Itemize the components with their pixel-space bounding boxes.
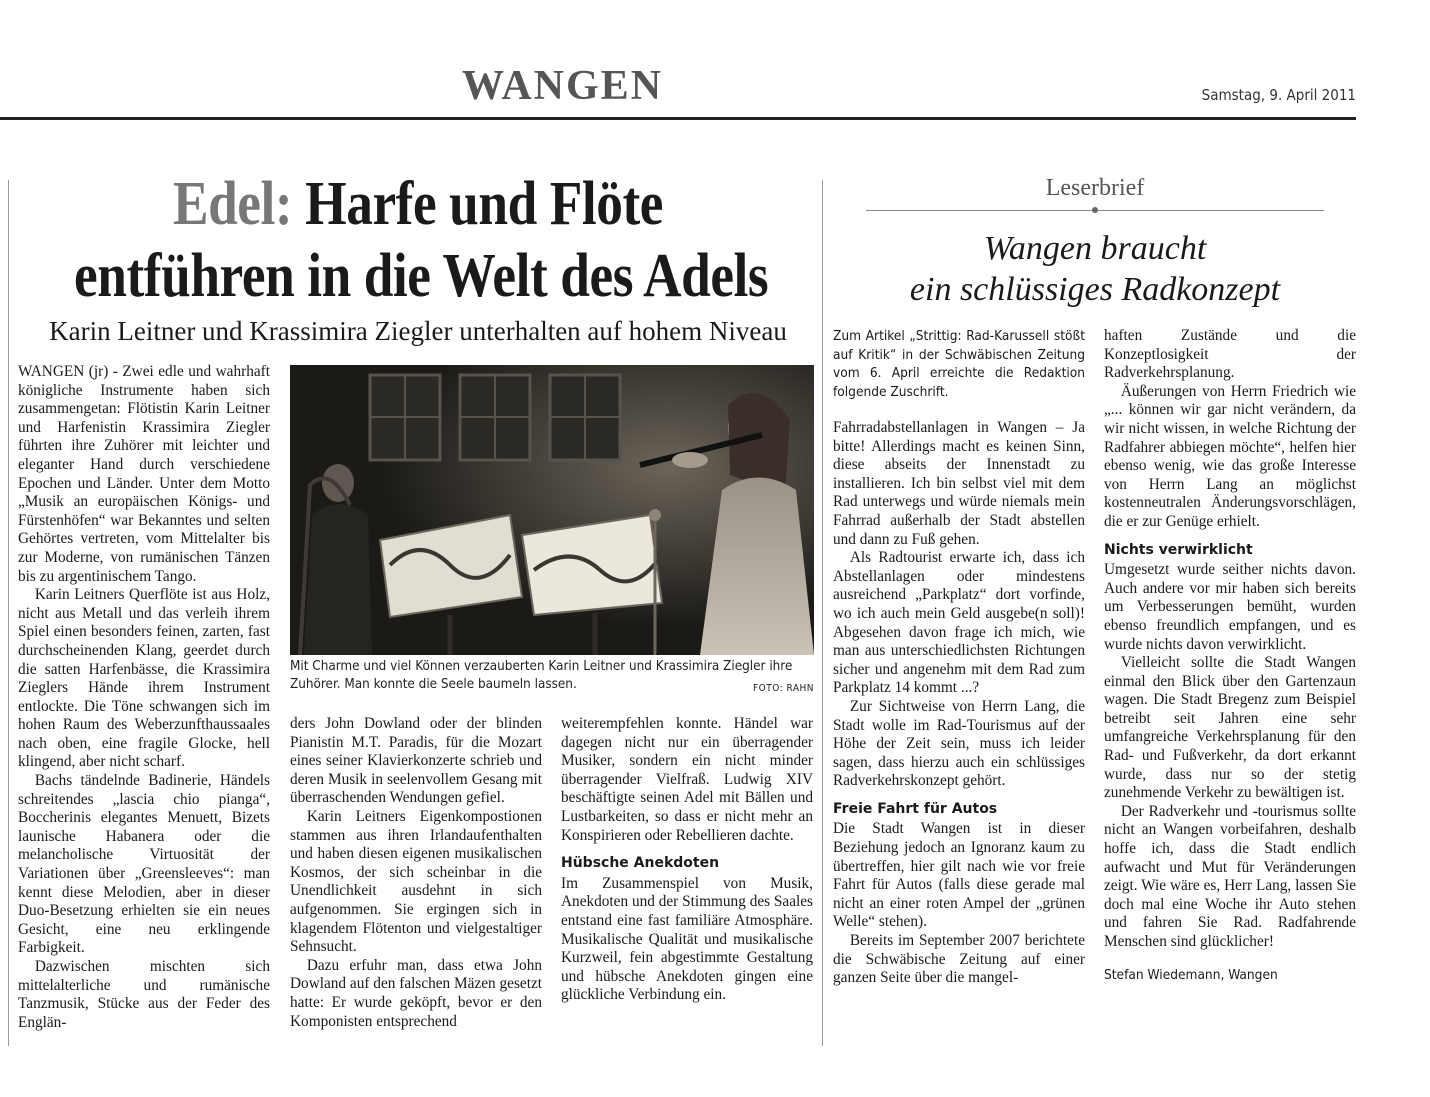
photo-credit: FOTO: RAHN xyxy=(752,683,814,694)
photo-caption xyxy=(290,658,814,698)
letter-paragraph: Zur Sichtweise von Herrn Lang, die Stadt wolle im Rad-Tourismus auf der Höhe der Zeit sein, muss ich leider sagen, dass hierzu auch ein schlüssiges Radverkehrskonzept gehört. xyxy=(833,697,1085,790)
column-rule-left xyxy=(8,180,9,1046)
headline-line-2: entführen in die Welt des Adels xyxy=(74,242,769,310)
article-paragraph: Karin Leitners Querflöte ist aus Holz, nicht aus Metall und das verleih ihrem Spiel einen besonders feinen, zarten, fast durchscheinenden Klang, geerdet durch die satten Harfenbässe, die Krassimira Zieglers Hände ihrem Instrument entlockte. Die Töne schwangen sich im hohen Raum des Weberzunfthaussaales nach oben, eine fragile Glocke, hell klingend, aber nicht scharf. xyxy=(18,586,270,771)
letter-paragraph: Fahrradabstellanlagen in Wangen – Ja bitte! Allerdings macht es keinen Sinn, diese abseits der Innenstadt zu installieren. Ich bin selbst viel mit dem Rad unterwegs und würde niemals mein Fahrrad außerhalb der Stadt abstellen und dann zu Fuß gehen. xyxy=(833,419,1085,548)
article-paragraph: Dazwischen mischten sich mittelalterliche und rumänische Tanzmusik, Stücke aus der Feder des Englän- xyxy=(18,958,270,1031)
letter-headline xyxy=(840,228,1350,310)
letter-paragraph: Umgesetzt wurde seither nichts davon. Auch andere vor mir haben sich bereits um Verbesserungen bemüht, wurden ebenso freundlich empfangen, und es wurde nichts davon verwirklicht. xyxy=(1104,561,1356,653)
letter-section-label: Leserbrief xyxy=(1045,175,1145,201)
header-rule xyxy=(0,117,1356,120)
letter-paragraph: Vielleicht sollte die Stadt Wangen einmal den Blick über den Gartenzaun wagen. Die Stadt Bregenz zum Beispiel betreibt seit Jahren eine sehr umfangreiche Verkehrsplanung für den Rad- und Fußverkehr, da dort erkannt wurde, dass nur so der stetig zunehmende Verkehr zu bewältigen ist. xyxy=(1104,654,1356,802)
section-title: WANGEN xyxy=(462,63,664,109)
article-paragraph: Karin Leitners Eigenkompostionen stammen aus ihren Irlandaufenthalten und haben diesen eigenen musikalischen Kosmos, der sich scheinbar in die Unendlichkeit ausdehnt in sich aufgenommen. Sie ergingen sich in klagendem Flötenton und vielgestaltiger Sehnsucht. xyxy=(290,807,542,956)
letter-subheading: Nichts verwirklicht xyxy=(1104,541,1253,558)
letter-intro: Zum Artikel „Strittig: Rad-Karussell stößt auf Kritik“ in der Schwäbischen Zeitung vom 6. April erreichte die Redaktion folgende Zuschrift. xyxy=(833,328,1085,400)
letter-paragraph: haften Zustände und die Konzeptlosigkeit der Radverkehrsplanung. xyxy=(1104,327,1356,382)
headline-line-1: Harfe und Flöte xyxy=(305,170,664,238)
article-subhead: Karin Leitner und Krassimira Ziegler unterhalten auf hohem Niveau xyxy=(49,316,787,346)
headline-kicker: Edel: xyxy=(172,170,293,238)
article-paragraph: Dazu erfuhr man, dass etwa John Dowland auf den falschen Mäzen gesetzt hatte: Er wurde geköpft, bevor er den Komponisten entsprechend xyxy=(290,956,542,1030)
article-paragraph: Im Zusammenspiel von Musik, Anekdoten und der Stimmung des Saales entstand eine fast familiäre Atmosphäre. Musikalische Qualität und musikalische Kurzweil, fein abgestimmte Gestaltung und hübsche Anekdoten gingen eine glückliche Verbindung ein. xyxy=(561,874,813,1004)
letter-rule-dot xyxy=(1092,207,1098,213)
article-paragraph: ders John Dowland oder der blinden Pianistin M.T. Paradis, für die Mozart eines seiner Klavierkonzerte schrieb und deren Musik in seelenvollem Gesang mit überraschenden Wendungen gefiel. xyxy=(290,715,542,807)
article-headline xyxy=(74,168,769,312)
concert-photo-illustration xyxy=(290,365,814,655)
article-subheading: Hübsche Anekdoten xyxy=(561,855,720,872)
letter-paragraph: Bereits im September 2007 berichtete die Schwäbische Zeitung auf einer ganzen Seite über die mangel- xyxy=(833,932,1085,987)
article-paragraph: Bachs tändelnde Badinerie, Händels schreitendes „lascia chio pianga“, Boccherinis elegantes Menuett, Bizets launische Habanera oder die melancholische Virtuosität der Variationen über „Greensleeves“: man kennt diese Melodien, aber in dieser Duo-Besetzung erhielten sie ein neues Gesicht, eine neu erklingende Farbigkeit. xyxy=(18,772,270,957)
article-column-1 xyxy=(18,363,270,1032)
article-paragraph: WANGEN (jr) - Zwei edle und wahrhaft königliche Instrumente haben sich zusammengetan: Flötistin Karin Leitner und Harfenistin Krassimira Ziegler führten ihre Zuhörer mit leichter und eleganter Hand durch verschiedene Epochen und Länder. Unter dem Motto „Musik an europäischen Königs- und Fürstenhöfen“ war Bekanntes und selten Gehörtes vertreten, vom Mittelalter bis zur Moderne, von rumänischen Tänzen bis zu argentinischem Tango. xyxy=(18,363,270,585)
letter-paragraph: Die Stadt Wangen ist in dieser Beziehung jedoch an Ignoranz kaum zu übertreffen, hier gilt nach wie vor freie Fahrt für Autos (falls diese gerade mal nicht an einer roten Ampel der „grünen Welle“ stehen). xyxy=(833,820,1085,931)
letter-subheading: Freie Fahrt für Autos xyxy=(833,800,998,817)
letter-headline-line-2: ein schlüssiges Radkonzept xyxy=(909,271,1281,308)
column-rule-middle xyxy=(822,180,823,1046)
article-column-2 xyxy=(290,715,542,1031)
letter-paragraph: Äußerungen von Herrn Friedrich wie „... können wir gar nicht verändern, da wir nicht wissen, in welche Richtung der Radfahrer abbiegen möchte“, helfen hier ebenso wenig, wie das große Interesse von Herrn Lang an möglichst kostenneutralen Änderungsvorschlägen, die er zur Genüge erhielt. xyxy=(1104,382,1356,530)
letter-signature: Stefan Wiedemann, Wangen xyxy=(1104,966,1278,983)
letter-column-1 xyxy=(833,327,1085,988)
letter-column-2 xyxy=(1104,327,1356,984)
article-column-3 xyxy=(561,715,813,1005)
letter-paragraph: Der Radverkehr und -tourismus sollte nicht an Wangen vorbeifahren, deshalb hoffe ich, dass die Stadt endlich aufwacht und Mut für Veränderungen zeigt. Wie wäre es, Herr Lang, lassen Sie doch mal eine Woche ihr Auto stehen und fahren Sie Rad. Radfahrende Menschen sind glücklicher! xyxy=(1104,802,1356,950)
article-paragraph: weiterempfehlen konnte. Händel war dagegen nicht nur ein überragender Musiker, sondern ein nicht minder überragender Vielfraß. Ludwig XIV beschäftigte seinen Adel mit Bällen und Lustbarkeiten, so dass er nicht mehr an Konspirieren oder Rebellieren dachte. xyxy=(561,715,813,844)
letter-headline-line-1: Wangen braucht xyxy=(983,230,1207,267)
caption-text: Mit Charme und viel Können verzauberten Karin Leitner und Krassimira Ziegler ihre Zuhörer. Man konnte die Seele baumeln lassen. xyxy=(290,659,793,692)
edition-date: Samstag, 9. April 2011 xyxy=(1201,86,1356,104)
letter-paragraph: Als Radtourist erwarte ich, dass ich Abstellanlagen oder mindestens ausreichend „Parkplatz“ dort vorfinde, wo ich auch mein Geld ausgebe(n soll)! Abgesehen davon frage ich mich, wie man aus unterschiedlichsten Richtungen sicher und angenehm mit dem Rad zum Parkplatz 14 kommt ...? xyxy=(833,549,1085,697)
concert-photo xyxy=(290,365,814,655)
